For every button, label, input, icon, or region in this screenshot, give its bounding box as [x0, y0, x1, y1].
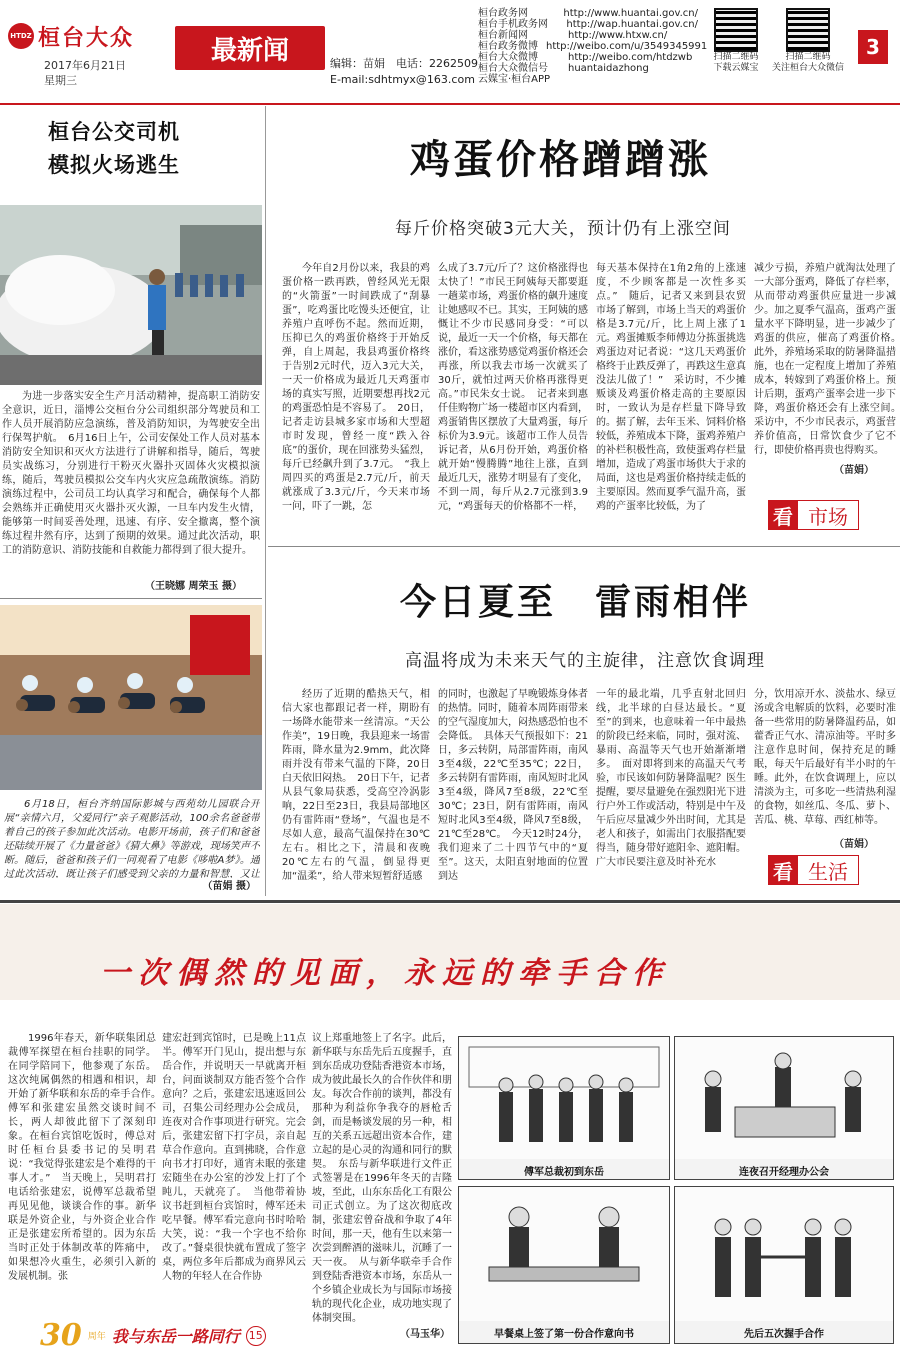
title-line: 模拟火场逃生 — [48, 153, 180, 177]
series-logo — [40, 1318, 266, 1353]
fire-drill-body: 为进一步落实安全生产月活动精神，提高职工消防安全意识，近日，淄博公交桓台分公司组织部分驾驶员和工作人员开展消防应急演练，普及消防知识，为驾驶安全出行保驾护航。 6月16日上午，公司安保处工作人员对基本消防安全知识和灭火方法进行了讲解和指导，随后，驾驶员实战练习，分别进行干粉灭火器扑灭固体火灾模拟演练，随后，驾驶员模拟公交车内火灾应急疏散演练。消防演练过程中，公司员工均认真学习和配合，确保每个人都会熟练并正确使用灭火器扑灭火源，一旦车内发生火情，能够第一时间妥善处理，迅速、有序、安全撤离，整个演练过程井然有序，达到了预期的效果。通过此次活动，职工的消防意识、消防技能和自救能力都得到了很大提升。 — [2, 391, 260, 556]
weekday-text: 星期三 — [44, 74, 77, 87]
weather-col-2: 的同时，也激起了早晚锻炼身体者的热情。同时，随着本周阵雨带来的空气湿度加大，闷热感恐怕也不会降低。 具体天气预报如下：21日，多云转阴，局部雷阵雨，南风3至4级，22℃至35℃；22日，多云转阴有雷阵雨，南风短时北风3至4级，降风7至8级，22℃至30℃；23日，阴有雷阵雨，南风短时北风3至4级，降风7至8级，21℃至28℃。 今天12时24分，我们迎来了二十四节气中的“夏至”。这天，太阳直射地面的位置到达 — [438, 689, 588, 882]
weather-subhead: 高温将成为未来天气的主旋律，注意饮食调理 — [405, 651, 765, 671]
link-list — [478, 8, 708, 85]
comic-caption: 早餐桌上签了第一份合作意向书 — [494, 1329, 634, 1340]
link-name: 云媒宝·桓台APP — [478, 74, 551, 85]
logo-mark-icon: HTDZ — [8, 23, 34, 49]
issue-date — [44, 58, 126, 88]
link-row[interactable] — [478, 30, 698, 41]
egg-credit: （苗娟） — [834, 465, 874, 476]
qr-block-2 — [768, 8, 848, 74]
family-event-credit: （苗娟 摄） — [202, 881, 256, 892]
link-name: 桓台政务微博 — [478, 41, 538, 52]
link-url[interactable]: http://weibo.com/htdzwb — [568, 52, 693, 63]
qr-code-icon — [786, 8, 830, 52]
section-badge: 最新闻 — [175, 26, 325, 70]
comic-panel-1 — [458, 1036, 670, 1180]
egg-subhead: 每斤价格突破3元大关，预计仍有上涨空间 — [395, 219, 731, 239]
fire-drill-image — [0, 205, 262, 385]
left-story-title — [48, 116, 180, 182]
weather-col-1: 经历了近期的酷热天气，相信大家也都跟记者一样，期盼有一场降水能带来一丝清凉。“天公作美”，19日晚，我县迎来一场雷阵雨，降水量为2.9mm，此次降雨并没有带来气温的下降，20日白天依旧闷热。 20日下午，记者从县气象局获悉，受高空冷涡影响，22日至23日，我县局部地区仍有雷阵雨“登场”，气温也是不尽如人意，最高气温保持在30℃左右。相比之下，清晨和夜晚20℃左右的气温，倒显得更加“温柔”，给人带来短暂舒适感 — [282, 689, 430, 882]
qr-block-1 — [706, 8, 766, 74]
link-row[interactable] — [478, 74, 698, 85]
link-name: 桓台政务网 — [478, 8, 528, 19]
logo-text: 桓台大众 — [38, 24, 135, 51]
feature-col-3: 议上郑重地签上了名字。此后，新华联与东岳先后五度握手，直到东岳成功登陆香港资本市场，成为彼此最长久的合作伙伴和朋友。每次合作前的谈判，都没有那种为利益你争我夺的唇枪舌剑，而是畅谈发展的另一种，相互的关系五远超出资本合作，建立起的是心灵的沟通和同行的默契。 东岳与新华联进行文件正式签署是在1996年冬天的吉隆坡，至此，山东东岳化工有限公司正式创立。为了这次彻底改制，张建宏曾奋战和争取了4年时间，那一天，他有生以来第一次尝到醉酒的滋味儿，沉睡了一天一夜。 从与新华联牵手合作到登陆香港资本市场，东岳从一个乡镇企业成长为与国际市场接轨的现代化企业，成功地实现了体制突围。 — [312, 1033, 452, 1324]
comic-drawing-4 — [675, 1187, 893, 1321]
feature-col-1: 1996年春天，新华联集团总裁傅军探望在桓台挂职的同学。在同学陪同下，他参观了东岳。这次纯属偶然的相遇和相识，却开始了新华联和东岳的牵手合作。 傅军和张建宏虽然交谈时间不长，两人却彼此留下了深刻印象。在桓台宾馆吃饭时，傅总对时任桓台县委书记的吴明君说：“我觉得张建宏是个难得的干事人才。” 当天晚上，吴明君打电话给张建宏，说傅军总裁希望再见见他，谈谈合作的事。新华联是外资企业，与外资企业合作正是张建宏所希望的。因为东岳当时正处于体制改革的阵痛中，如果想冷火重生，必须引入新的发展机制。张 — [8, 1033, 156, 1282]
qr2-caption-line: 关注桓台大众微信 — [771, 63, 844, 73]
series-text: 我与东岳一路同行 — [111, 1327, 240, 1346]
series-index: 15 — [246, 1326, 266, 1346]
comic-drawing-1 — [459, 1037, 669, 1159]
tag-life — [768, 855, 859, 885]
comic-caption: 傅军总裁初到东岳 — [524, 1167, 604, 1178]
feature-banner: 一次偶然的见面，永远的牵手合作 — [100, 956, 670, 991]
link-name: 桓台大众微博 — [478, 52, 538, 63]
link-url[interactable]: huantaidazhong — [568, 63, 649, 74]
link-url[interactable]: http://wap.huantai.gov.cn/ — [566, 19, 698, 30]
date-text: 2017年6月21日 — [44, 59, 126, 72]
series-number: 30 — [40, 1318, 82, 1353]
family-event-image — [0, 605, 262, 790]
page-number: 3 — [858, 30, 888, 64]
comic-caption: 先后五次握手合作 — [744, 1329, 824, 1340]
family-event-body: 6月18日，桓台齐纳国际影城与西苑幼儿园联合开展“亲情六月，父爱同行”亲子观影活动，100余名爸爸带着自己的孩子参加此次活动。电影开场前，孩子们和爸爸还陆续开展了《力量爸爸》《猜大鼻》等游戏，现场笑声不断。随后，爸爸和孩子们一同观看了电影《哆啦A梦》。通过此次活动，既让孩子们感受到父亲的力量和智慧，又让 — [4, 799, 260, 878]
family-photo — [0, 605, 262, 790]
weather-credit: （苗娟） — [834, 839, 874, 850]
egg-headline: 鸡蛋价格蹭蹭涨 — [410, 136, 711, 183]
link-url[interactable]: http://www.huantai.gov.cn/ — [563, 8, 698, 19]
comic-panel-4 — [674, 1186, 894, 1344]
masthead-logo — [8, 18, 178, 54]
link-row[interactable] — [478, 52, 698, 63]
link-row[interactable] — [478, 8, 698, 19]
editor-info — [330, 56, 478, 88]
qr2-caption — [768, 52, 848, 74]
qr-code-icon — [714, 8, 758, 52]
egg-col-2: 么成了3.7元/斤了？这价格涨得也太快了！”市民王阿姨每天都要逛一趟菜市场，鸡蛋价格的飙升速度让她感叹不已。其实，王阿姨的感慨让不少市民感同身受：“可以说，最近一天一个价格，每天都在涨价，看这涨势感觉鸡蛋价格还会再涨，所以我去市场一次就买了30斤，就怕过两天价格再涨得更高。”市民朱女士说。 记者来到惠仟佳购物广场一楼超市区内看到，鸡蛋销售区摆放了大量鸡蛋，每斤标价为3.9元。该超市工作人员告诉记者，从6月份开始，鸡蛋价格就开始“慢腾腾”地往上涨，直到最近几天，涨势才明显有了变化，不到一周，每斤从2.7元涨到3.9元，“鸡蛋每天的价格都不一样， — [438, 263, 588, 512]
email-line: E-mail:sdhtmyx@163.com — [330, 73, 475, 86]
link-name: 桓台大众微信号 — [478, 63, 548, 74]
section-rule — [0, 900, 900, 903]
link-name: 桓台新闻网 — [478, 30, 528, 41]
comic-drawing-2 — [675, 1037, 893, 1159]
feature-credit: （马玉华） — [400, 1329, 450, 1340]
qr1-caption-line: 扫描二维码 — [713, 52, 759, 62]
qr1-caption — [706, 52, 766, 74]
link-url[interactable]: http://www.htxw.cn/ — [568, 30, 668, 41]
egg-col-4: 减少亏损，养殖户就淘汰处理了一大部分蛋鸡，降低了存栏率，从而带动鸡蛋供应量进一步减少。加之夏季气温高，蛋鸡产蛋量水平下降明显，进一步减少了鸡蛋的供应，催高了鸡蛋价格。 此外，养殖场采取的防暑降温措施，也在一定程度上增加了养殖成本，转嫁到了鸡蛋价格上。预计后期，蛋鸡产蛋率会进一步下降，鸡蛋价格还会有上涨空间。 采访中，不少市民表示，鸡蛋营养价值高，日常饮食少了它不行，即使价格再贵也得购买。 — [754, 263, 896, 456]
fire-drill-photo — [0, 205, 262, 385]
tag-key: 看 — [768, 855, 798, 885]
tag-value: 市场 — [798, 500, 859, 530]
egg-col-3: 每天基本保持在1角2角的上涨速度，不少顾客都是一次性多买点。” 随后，记者又来到县农贸市场了解到，市场上当天的鸡蛋价格是3.7元/斤，比上周上涨了1元。鸡蛋摊贩李师傅边分拣蛋挑选鸡蛋边对记者说：“这几天鸡蛋价格终于止跌反弹了，再跌这生意真没法儿做了！” 采访时，不少摊贩谈及鸡蛋价格走高的主要原因时，一致认为是存栏量下降导致的。据了解，去年玉米、饲料价格较低，养殖成本下降，蛋鸡养殖户的补栏积极性高，致使蛋鸡存栏量增加，造成了鸡蛋市场供大于求的局面，这也是鸡蛋价格持续走低的主要原因。然而夏季气温升高，蛋鸡的产蛋率比较低，为了 — [596, 263, 746, 512]
tag-key: 看 — [768, 500, 798, 530]
link-row[interactable] — [478, 63, 698, 74]
tag-value: 生活 — [798, 855, 859, 885]
fire-drill-credit: （王晓娜 周荣玉 摄） — [145, 581, 242, 592]
comic-panel-3 — [458, 1186, 670, 1344]
comic-panel-2 — [674, 1036, 894, 1180]
link-row[interactable] — [478, 41, 708, 52]
divider — [0, 598, 262, 599]
comic-drawing-3 — [459, 1187, 669, 1321]
editor-line: 编辑：苗娟 电话：2262509 — [330, 57, 478, 70]
weather-col-3: 一年的最北端，几乎直射北回归线，北半球的白昼达最长。“夏至”的到来，也意味着一年中最热的阶段已经来临，同时，强对流、暴雨、高温等天气也开始渐渐增多。 面对即将到来的高温天气考验，市民该如何防暑降温呢？医生提醒，要尽量避免在强烈阳光下进行户外工作或活动，特别是中午及午后应尽量减少外出时间，尤其是老人和孩子，如需出门衣服搭配要得当，随身带好遮阳伞、遮阳帽。广大市民要注意及时补充水 — [596, 689, 746, 868]
qr2-caption-line: 扫描二维码 — [785, 52, 831, 62]
qr1-caption-line: 下载云媒宝 — [713, 63, 759, 73]
tag-market — [768, 500, 859, 530]
link-row[interactable] — [478, 19, 698, 30]
title-line: 桓台公交司机 — [48, 120, 180, 144]
masthead-rule — [0, 103, 900, 105]
divider — [268, 546, 900, 547]
link-name: 桓台手机政务网 — [478, 19, 548, 30]
comic-caption: 连夜召开经理办公会 — [739, 1167, 829, 1178]
column-divider — [265, 106, 266, 896]
weather-headline: 今日夏至 雷雨相伴 — [400, 581, 752, 623]
egg-col-1: 今年自2月份以来，我县的鸡蛋价格一跌再跌，曾经风光无限的“火箭蛋”一时间跌成了“刮暴蛋”，吃鸡蛋比吃馒头还便宜，让养殖户直呼伤不起。然而近期，压抑已久的鸡蛋价格终于开始反弹，自上周起，我县鸡蛋价格终于告别2元时代，迈入3元大关，一天一价格成为最近几天鸡蛋市场的真实写照，近期要想再找2元的鸡蛋恐怕是不容易了。 20日，记者走访县城多家市场和大型超市时发现，曾经一度“跌入谷底”的蛋价，现在回涨势头猛烈，每斤已经飙升到了3.7元。 “我上周四买的鸡蛋是2.7元/斤，前天就涨成了3.3元/斤，今天来市场一问，吓了一跳，怎 — [282, 263, 430, 512]
feature-col-2: 建宏赶到宾馆时，已是晚上11点半。傅军开门见山，提出想与东岳合作，并说明天一早就离开桓台，问面谈制双方能否签个合作意向？之后，张建宏迅速返回公司，召集公司经理办公会成员，连夜对合作事项进行研究。完会后，张建宏留下打字员，亲自起草合作意向。直到拂晓，合作意向书才打印好，通宵未眠的张建宏随坐在办公室的沙发上打了个盹儿，天就亮了。 当他带着协议书赶到桓台宾馆时，傅军还未吃早餐。傅军看完意向书时哈哈大笑，说：“我一个字也不给你改了。”餐桌很快就布置成了签字桌，两位多年后都成为商界风云人物的年轻人在合作协 — [162, 1033, 306, 1282]
weather-col-4: 分，饮用凉开水、淡盐水、绿豆汤或含电解质的饮料，必要时准备一些常用的防暑降温药品，如藿香正气水、清凉油等。平时多注意作息时间，保持充足的睡眠，每天午后最好有半小时的午睡。此外，在饮食调理上，应以清淡为主，可多吃一些清热利湿的食物，如丝瓜、冬瓜、萝卜、苦瓜、桃、草莓、西红柿等。 — [754, 689, 896, 826]
series-number-sub: 周年 — [87, 1332, 106, 1342]
link-url[interactable]: http://weibo.com/u/3549345991 — [546, 41, 708, 52]
